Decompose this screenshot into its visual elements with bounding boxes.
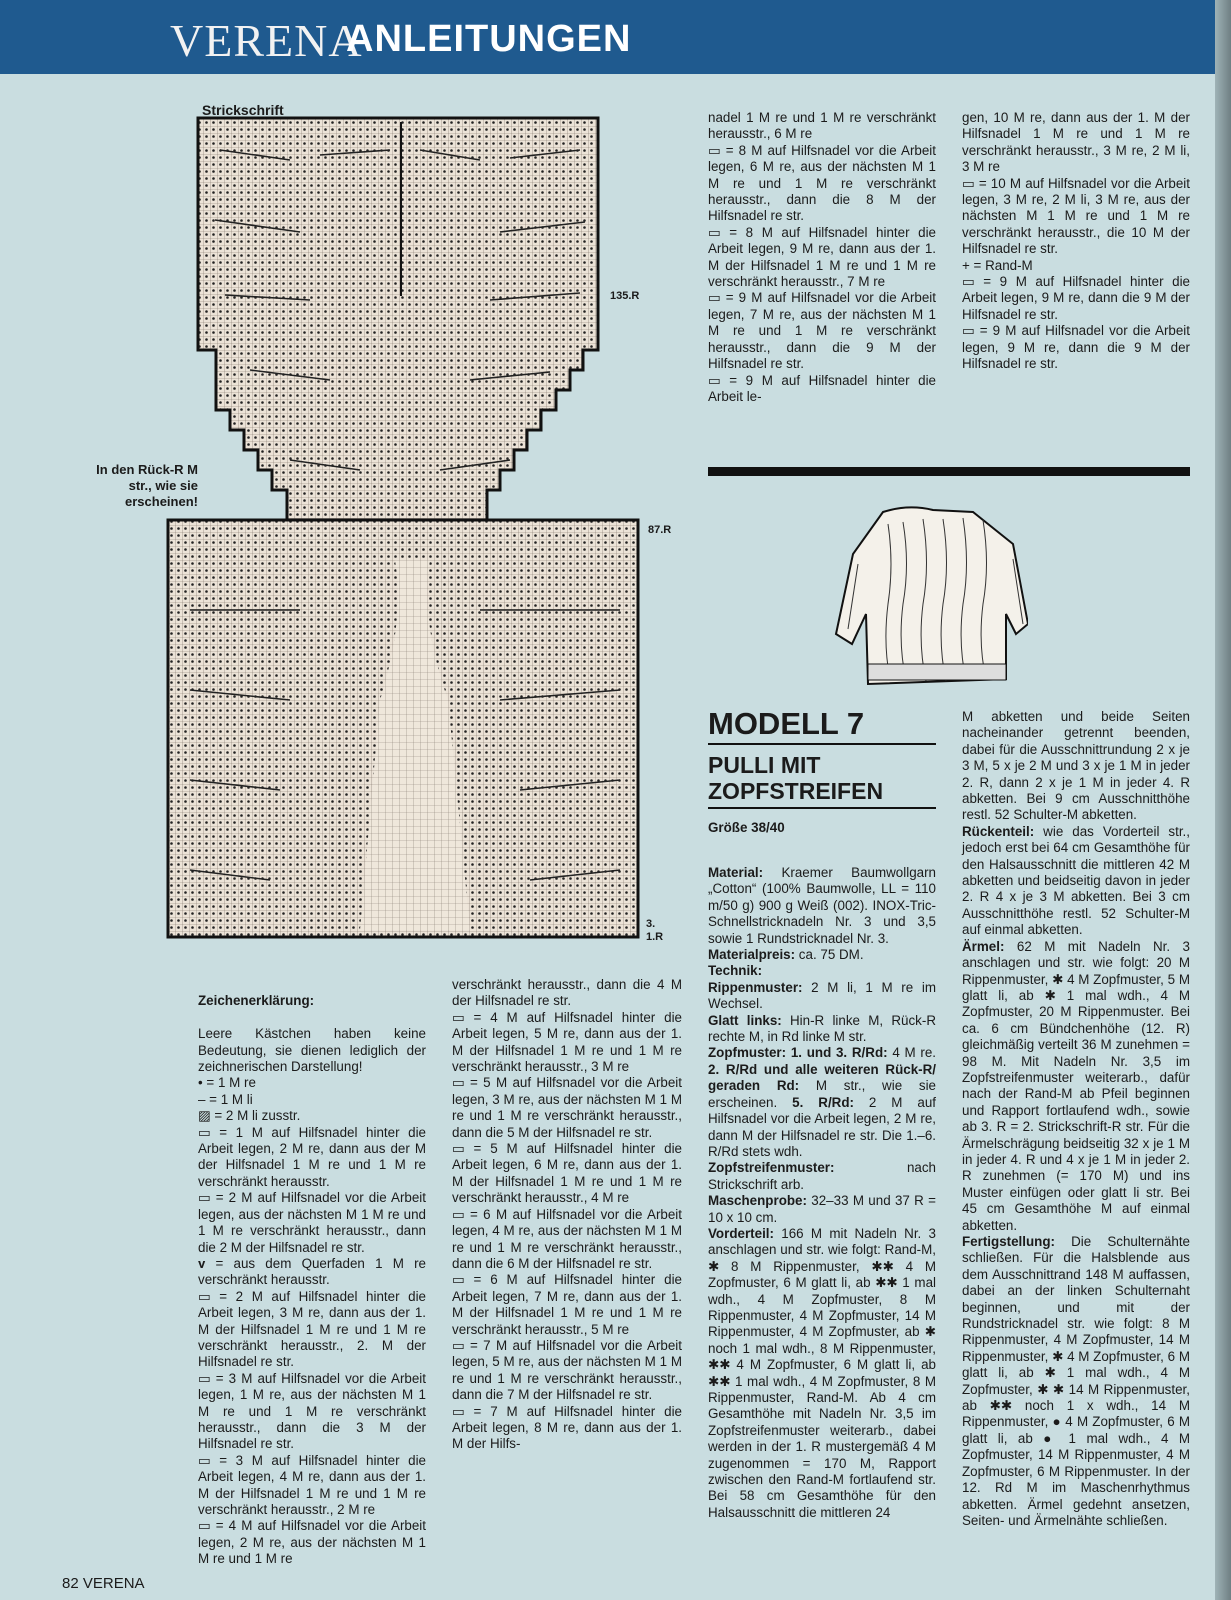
chart-note: In den Rück-R M str., wie sie erscheinen! [96, 462, 198, 509]
text-rueckenteil: wie das Vorderteil str., jedoch erst bei 64 cm Gesamthöhe für den Halsausschnitt die mittleren 42 M abketten und beidseitig davon in jeder 2. R 4 x je 3 M abketten. Bei 3 cm Ausschnitthöhe restl. 52 Schulter-M auf einmal abketten. [962, 823, 1190, 938]
label-zopfmuster-3: 5. R/Rd: [792, 1094, 854, 1110]
row-label-87: 87.R [648, 524, 672, 536]
model-title-line-2: ZOPFSTREIFEN [708, 778, 884, 804]
page-footer: 82 VERENA [62, 1575, 145, 1592]
label-rueckenteil: Rückenteil: [962, 823, 1035, 839]
row-label-135: 135.R [610, 290, 640, 302]
text-glatt-links: Hin-R linke M, Rück-R rechte M, in Rd linke M str. [708, 1012, 937, 1045]
label-aermel: Ärmel: [962, 938, 1005, 954]
legend-heading: Zeichenerklärung: [198, 993, 315, 1009]
column-4-body [962, 709, 1190, 1529]
page-edge [1215, 0, 1231, 1600]
chart-title: Strickschrift [202, 102, 284, 118]
label-zopfstreifen: Zopfstreifenmuster: [708, 1160, 835, 1176]
text-zopfmuster-3: 2 M auf Hilfsnadel vor die Arbeit legen, 2 M re, dann M der Hilfsnadel re str. Die 1.–6. R/Rd stets wdh. [708, 1094, 936, 1159]
text-zopfstreifen: nach Strickschrift arb. [708, 1160, 936, 1192]
text-maschenprobe: 32–33 M und 37 R = 10 x 10 cm. [708, 1193, 936, 1225]
text-material: Kraemer Baumwollgarn „Cotton“ (100% Baumwolle, LL = 110 m/50 g) 900 g Weiß (002). INOX-Tric-Schnellstricknadeln Nr. 3 und 3,5 sowie 1 Rundstricknadel Nr. 3. [708, 865, 936, 946]
model-title-line-1: PULLI MIT [708, 752, 821, 778]
row-label-3: 3. [646, 918, 656, 930]
label-materialpreis: Materialpreis: [708, 947, 796, 963]
text-rippenmuster: 2 M li, 1 M re im Wechsel. [708, 979, 936, 1012]
label-fertigstellung: Fertigstellung: [962, 1234, 1055, 1249]
column-2-text: verschränkt herausstr., dann die 4 M der Hilfsnadel re str. ▭ = 4 M auf Hilfsnadel hinter die Arbeit legen, 5 M re, dann aus der 1. M der Hilfsnadel 1 M re und 1 M re verschränkt herausstr., 3 M re ▭ = 5 M auf Hilfsnadel vor die Arbeit legen, 3 M re, aus der nächsten M 1 M re und 1 M re verschränkt herausstr., dann die 5 M der Hilfsnadel re str. ▭ = 5 M auf Hilfsnadel hinter die Arbeit legen, 6 M re, dann aus der 1. M der Hilfsnadel 1 M re und 1 M re verschränkt herausstr., 4 M re ▭ = 6 M auf Hilfsnadel vor die Arbeit legen, 4 M re, aus der nächsten M 1 M re und 1 M re verschränkt herausstr., dann die 6 M der Hilfsnadel re str. ▭ = 6 M auf Hilfsnadel hinter die Arbeit legen, 7 M re, dann aus der 1. M der Hilfsnadel 1 M re und 1 M re verschränkt herausstr., 5 M re ▭ = 7 M auf Hilfsnadel vor die Arbeit legen, 5 M re, aus der nächsten M 1 M re und 1 M re verschränkt herausstr., dann die 7 M der Hilfsnadel re str. ▭ = 7 M auf Hilfsnadel hinter die Arbeit legen, 8 M re, dann aus der 1. M der Hilfs- [452, 977, 682, 1452]
model-number: MODELL 7 [708, 705, 936, 745]
sweater-illustration [828, 504, 1028, 694]
text-materialpreis: ca. 75 DM. [795, 947, 864, 963]
text-zopfmuster-2: M str., wie sie erscheinen. [708, 1078, 937, 1110]
text-vorderteil: 166 M mit Nadeln Nr. 3 anschlagen und str. wie folgt: Rand-M, ✱ 8 M Rippenmuster, ✱✱ 4 M Zopfmuster, 6 M glatt li, ab ✱✱ 1 mal wdh., 4 M Zopfmuster, 8 M Rippenmuster, 4 M Zopfmuster, 14 M Rippenmuster, 4 M Zopfmuster, ab ✱ noch 1 mal wdh., 8 M Rippenmuster, ✱✱ 4 M Zopfmuster, 6 M glatt li, ab ✱✱ 1 mal wdh., 4 M Zopfmuster, 8 M Rippenmuster, Rand-M. Ab 4 cm Gesamthöhe mit Nadeln Nr. 3,5 im Zopfstreifenmuster weiterarb., dabei werden in der 1. R mustergemäß 4 M zugenommen = 170 M, Rapport zwischen den Rand-M fortlaufend str. Bei 58 cm Gesamthöhe für den Halsausschnitt die mittleren 24 [708, 1225, 936, 1520]
section-divider [708, 467, 1190, 476]
model-title [708, 752, 936, 809]
legend-column [198, 977, 426, 1584]
label-rippenmuster: Rippenmuster: [708, 979, 803, 995]
label-material: Material: [708, 865, 764, 880]
brand-logo: VERENA [170, 15, 363, 66]
text-fertigstellung: Die Schulternähte schließen. Für die Halsblende aus dem Ausschnittrand 148 M auffassen, dabei an der linken Schulternaht beginnen, und mit der Rundstricknadel str. wie folgt: 8 M Rippenmuster, 4 M Zopfmuster, 14 M Rippenmuster, ✱ 4 M Zopfmuster, 6 M glatt li, ab ✱ 1 mal wdh., 4 M Zopfmuster, ✱ ✱ 14 M Rippenmuster, ab ✱✱ noch 1 x wdh., 14 M Rippenmuster, ● 4 M Zopfmuster, 6 M glatt li, ab ● 1 mal wdh., 4 M Zopfmuster, 14 M Rippenmuster, 4 M Zopfmuster, 6 M Rippenmuster. In der 12. Rd M im Maschenrhythmus abketten. Ärmel gedehnt ansetzen, Seiten- und Ärmelnähte schließen. [962, 1234, 1190, 1528]
section-title: ANLEITUNGEN [346, 18, 632, 60]
label-maschenprobe: Maschenprobe: [708, 1193, 807, 1209]
label-glatt-links: Glatt links: [708, 1012, 782, 1028]
sleeve-chart-outline [198, 118, 598, 520]
column-3-top-text: nadel 1 M re und 1 M re verschränkt herausstr., 6 M re ▭ = 8 M auf Hilfsnadel vor die Arbeit legen, 6 M re, aus der nächsten M 1 M re und 1 M re verschränkt herausstr., dann die 8 M der Hilfsnadel re str. ▭ = 8 M auf Hilfsnadel hinter die Arbeit legen, 9 M re, dann aus der 1. M der Hilfsnadel 1 M re und 1 M re verschränkt herausstr., 7 M re ▭ = 9 M auf Hilfsnadel vor die Arbeit legen, 7 M re, aus der nächsten M 1 M re und 1 M re verschränkt herausstr., dann die 9 M der Hilfsnadel re str. ▭ = 9 M auf Hilfsnadel hinter die Arbeit le- [708, 110, 936, 404]
label-zopfmuster-2: 2. R/Rd und alle weiteren Rück-R/ geraden Rd: [708, 1061, 936, 1094]
label-zopfmuster: Zopfmuster: 1. und 3. R/Rd: [708, 1045, 888, 1061]
column-4-top-text: gen, 10 M re, dann aus der 1. M der Hilfsnadel 1 M re und 1 M re verschränkt herausstr., 3 M re, 2 M li, 3 M re ▭ = 10 M auf Hilfsnadel vor die Arbeit legen, 3 M re, 2 M li, 3 M re, aus der nächsten M 1 M re und 1 M re verschränkt herausstr., die 10 M der Hilfsnadel re str. + = Rand-M ▭ = 9 M auf Hilfsnadel hinter die Arbeit legen, 9 M re, dann die 9 M der Hilfsnadel re str. ▭ = 9 M auf Hilfsnadel vor die Arbeit legen, 9 M re, dann die 9 M der Hilfsnadel re str. [962, 110, 1190, 372]
text-intro: M abketten und beide Seiten nacheinander getrennt beenden, dabei für die Ausschnittrundung 2 x je 3 M, 5 x je 2 M und 3 x je 1 M in jeder 2. R, dann 2 x je 1 M in jeder 4. R abketten. Bei 9 cm Ausschnitthöhe restl. 52 Schulter-M abketten. [962, 709, 1190, 823]
text-aermel: 62 M mit Nadeln Nr. 3 anschlagen und str. wie folgt: 20 M Rippenmuster, ✱ 4 M Zopfmuster, 5 M glatt li, ab ✱ 1 mal wdh., 4 M Zopfmuster, 20 M Rippenmuster. Bei ca. 6 cm Bündchenhöhe (12. R) gleichmäßig verteilt 36 M zunehmen = 98 M. Mit Nadeln Nr. 3,5 im Zopfstreifenmuster weiterarb., dafür nach der Rand-M ab Pfeil beginnen und Rapport fortlaufend wdh., sowie ab 3. R = 2. Strickschrift-R str. Für die Ärmelschrägung beidseitig 32 x je 1 M in jeder 4. R und 4 x je 1 M in jeder 2. R zunehmen (= 170 M) und ins Muster einfügen oder glatt li str. Bei 45 cm Gesamthöhe M auf einmal abketten. [962, 938, 1190, 1233]
legend-text: Leere Kästchen haben keine Bedeutung, sie dienen lediglich der zeichnerischen Darstellung! • = 1 M re – = 1 M li ▨ = 2 M li zusstr. ▭ = 1 M auf Hilfsnadel hinter die Arbeit legen, 2 M re, dann aus der M der Hilfsnadel 1 M re und 1 M re verschränkt herausstr. ▭ = 2 M auf Hilfsnadel vor die Arbeit legen, aus der nächsten M 1 M re und 1 M re verschränkt herausstr., dann die 2 M der Hilfsnadel re str. 𝐯 = aus dem Querfaden 1 M re verschränkt herausstr. ▭ = 2 M auf Hilfsnadel hinter die Arbeit legen, 3 M re, dann aus der 1. M der Hilfsnadel 1 M re und 1 M re verschränkt herausstr., 2. M der Hilfsnadel re str. ▭ = 3 M auf Hilfsnadel vor die Arbeit legen, 1 M re, aus der nächsten M 1 M re und 1 M re verschränkt herausstr., dann die 3 M der Hilfsnadel re str. ▭ = 3 M auf Hilfsnadel hinter die Arbeit legen, 4 M re, dann aus der 1. M der Hilfsnadel 1 M re und 1 M re verschränkt herausstr., 2 M re ▭ = 4 M auf Hilfsnadel vor die Arbeit legen, 2 M re, aus der nächsten M 1 M re und 1 M re [198, 1026, 426, 1567]
row-label-1: 1.R [646, 931, 664, 943]
label-vorderteil: Vorderteil: [708, 1225, 774, 1241]
label-technik: Technik: [708, 963, 763, 979]
model-size: Größe 38/40 [708, 820, 785, 835]
text-zopfmuster: 4 M re. [887, 1045, 936, 1061]
column-3-body [708, 865, 936, 1521]
